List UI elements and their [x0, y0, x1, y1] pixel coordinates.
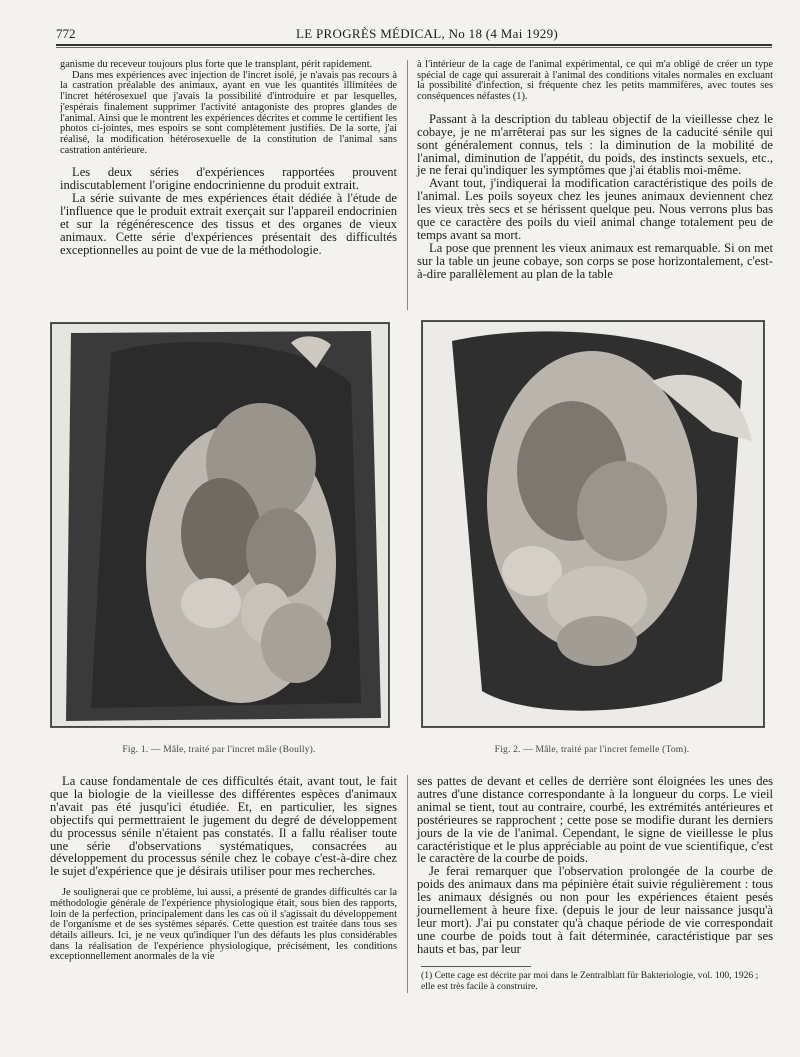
left-column-top — [60, 60, 397, 257]
figure-1-caption: Fig. 1. — Mâle, traité par l'incret mâle (Boully). — [122, 745, 316, 755]
column-rule — [407, 60, 408, 310]
figure-2-caption: Fig. 2. — Mâle, traité par l'incret femelle (Tom). — [494, 745, 690, 755]
footnote: (1) Cette cage est décrite par moi dans le Zentralblatt für Bakteriologie, vol. 100, 1926 ; elle est très facile à construire. — [421, 970, 759, 992]
paragraph: ganisme du receveur toujours plus forte que le transplant, périt rapidement. — [60, 59, 373, 70]
column-rule — [407, 775, 408, 993]
paragraph: La série suivante de mes expériences était dédiée à l'étude de l'influence que le produit extrait exerçait sur l'appareil endocrinien et sur la régénérescence des tissus et des organes de vieux animaux. Cette série d'expériences présentait des difficultés exceptionnelles au point de vue de la méthodologie. — [60, 191, 397, 257]
journal-title: LE PROGRÈS MÉDICAL, No 18 (4 Mai 1929) — [296, 26, 559, 41]
dissected-guinea-pig-photo — [51, 323, 389, 727]
figure-2-photo — [421, 320, 765, 728]
right-column-bottom — [417, 775, 773, 956]
right-column-top — [417, 60, 773, 281]
header-rule — [56, 44, 772, 46]
figure-1-photo — [50, 322, 390, 728]
paragraph: Dans mes expériences avec injection de l'incret isolé, je n'avais pas recours à la castration préalable des animaux, ayant en vue les quantités illimitées de l'incret hétérosexuel que j'avais la possibilité d'introduire et par lesquelles, j'espérais finalement supprimer l'activité antagoniste des propres glandes de l'animal. Ainsi que le montrent les expériences décrites et comme le certifient les photos ci-jointes, mes espoirs se sont complètement justifiés. De la sorte, j'ai réalisé, la modification hétérosexuelle de la constitution de l'animal sans castration antérieure. — [60, 69, 397, 156]
paragraph: Je soulignerai que ce problème, lui aussi, a présenté de grandes difficultés car la méthodologie générale de l'expérience physiologique était, sous bien des rapports, loin de la perfection, principalement dans les cas où il s'agissait du développement de l'organisme et de ses systèmes séparés. Cette question est traitée dans tous ses détails ailleurs. Ici, je ne veux qu'indiquer l'un des défauts les plus considérables dans la réalisation de l'expérience physiologique, précisément, les conditions exceptionnellement anormales de la vie — [50, 887, 397, 963]
paragraph: Les deux séries d'expériences rapportées prouvent indiscutablement l'origine endocrinienne du produit extrait. — [60, 165, 397, 193]
paragraph: La cause fondamentale de ces difficultés était, avant tout, le fait que la biologie de la vieillesse des différentes espèces d'animaux n'avait pas été jusqu'ici étudiée. Et, en particulier, les signes objectifs qui permettraient le jugement du degré de développement du processus sénile n'étaient pas constatés. Il a fallu réaliser toute une série d'observations systématiques, consacrées au développement du processus sénile chez le cobaye c'est-à-dire chez le sujet d'expérience que je désirais utiliser pour mes recherches. — [50, 774, 397, 879]
dissected-guinea-pig-photo — [422, 321, 764, 727]
paragraph: ses pattes de devant et celles de derrière sont éloignées les unes des autres d'une distance correspondante à la longueur du corps. Le vieil animal se tient, tout au contraire, courbé, les extrémités antérieures et postérieures se rapprochent ; cette pose se modifie durant les derniers jours de la vie de l'animal. Cependant, le signe de vieillesse le plus caractéristique et le plus appréciable au point de vue scientifique, c'est le caractère de la courbe de poids. — [417, 774, 773, 866]
left-column-bottom — [50, 775, 397, 963]
footnote-rule — [421, 966, 531, 967]
paragraph: Je ferai remarquer que l'observation prolongée de la courbe de poids des animaux dans ma pépinière était suivie régulièrement : tous les animaux désignés ou non pour les expériences étaient pesés journellement à heure fixe. (depuis le jour de leur naissance jusqu'à leur mort). J'ai pu constater qu'à chaque période de vie correspondait une courbe de poids tout à fait déterminée, caractéristique par ses hauts et bas, par leur — [417, 864, 773, 956]
paragraph: La pose que prennent les vieux animaux est remarquable. Si on met sur la table un jeune cobaye, son corps se pose horizontalement, c'est-à-dire parallèlement au plan de la table — [417, 240, 773, 281]
paragraph: à l'intérieur de la cage de l'animal expérimental, ce qui m'a obligé de créer un type spécial de cage qui assurerait à l'animal des conditions vitales normales en excluant la possibilité d'infection, si fréquente chez les petits mammifères, avec toutes ses conséquences néfastes (1). — [417, 59, 773, 103]
page-header — [56, 26, 770, 44]
header-rule-thin — [56, 47, 772, 48]
paragraph: Passant à la description du tableau objectif de la vieillesse chez le cobaye, je ne m'arrêterai pas sur les signes de la caducité sénile qui sont généralement connus, tels : la diminution de la mobilité de l'animal, diminution de l'appétit, du poids, des instincts sexuels, etc., je ne ferai qu'indiquer les symptômes que j'ai établis moi-même. — [417, 111, 773, 178]
page-number: 772 — [56, 26, 76, 41]
paragraph: Avant tout, j'indiquerai la modification caractéristique des poils de l'animal. Les poils soyeux chez les jeunes animaux deviennent chez les vieux très secs et se hérissent quelque peu. Nous verrons plus bas que ce caractère des poils du vieil animal change totalement peu de temps avant sa mort. — [417, 176, 773, 242]
